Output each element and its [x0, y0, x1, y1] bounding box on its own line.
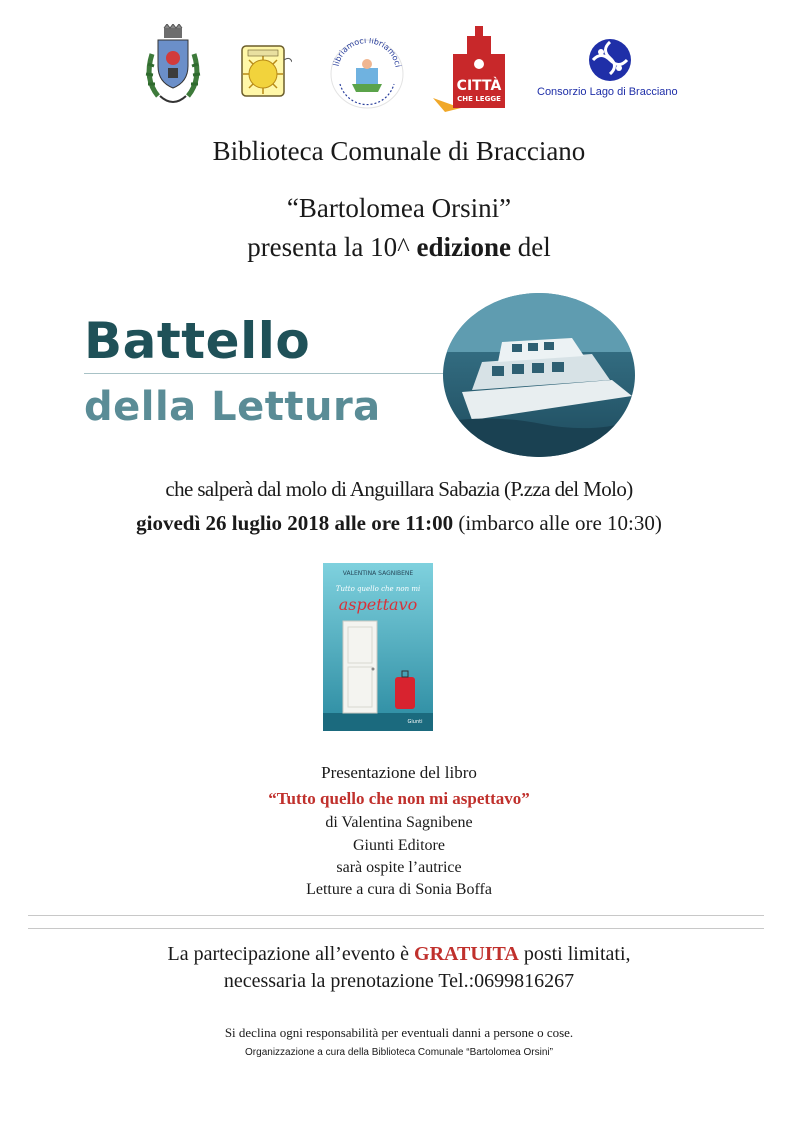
- consorzio-lago-logo: [535, 36, 685, 100]
- departure-line: che salperà dal molo di Anguillara Sabazia (P.zza del Molo): [165, 477, 633, 501]
- book-author: di Valentina Sagnibene: [325, 814, 473, 831]
- event-logo-divider: [84, 373, 456, 374]
- author-guest-note: sarà ospite l’autrice: [336, 859, 462, 876]
- citta-che-legge-logo: [431, 24, 509, 112]
- book-author-text: VALENTINA SAGNIBENE: [342, 570, 414, 577]
- book-publisher: Giunti Editore: [353, 837, 445, 854]
- library-dedication: “Bartolomea Orsini”: [286, 193, 512, 223]
- libriamoci-logo: [328, 38, 406, 110]
- school-emblem-logo: [234, 40, 292, 106]
- date-line: [0, 511, 798, 536]
- date-bold: giovedì 26 luglio 2018 alle ore 11:00: [136, 511, 454, 535]
- event-logo-title: Battello: [84, 312, 311, 370]
- che-legge-logo-word: CHE LEGGE: [457, 95, 501, 103]
- book-title-line2: aspettavo: [338, 595, 418, 614]
- booking-line: necessaria la prenotazione Tel.:0699816267: [223, 970, 575, 992]
- libriamoci-arc-text: libriamoci libriamoci: [331, 38, 403, 69]
- library-name: Biblioteca Comunale di Bracciano: [212, 136, 586, 166]
- citta-logo-word: CITTÀ: [456, 78, 502, 94]
- participation-suffix: posti limitati,: [518, 943, 631, 965]
- bracciano-coat-of-arms-logo: [138, 24, 208, 110]
- divider-top: [28, 915, 764, 916]
- free-badge: GRATUITA: [414, 943, 519, 965]
- presents-bold: edizione: [416, 232, 512, 262]
- date-rest: (imbarco alle ore 10:30): [453, 511, 662, 535]
- book-cover-image: [323, 563, 433, 731]
- presents-line: [0, 232, 798, 263]
- consorzio-logo-text: Consorzio Lago di Bracciano: [537, 86, 678, 98]
- book-publisher-text: Giunti: [407, 719, 423, 725]
- divider-bottom: [28, 928, 764, 929]
- presents-suffix: del: [511, 232, 551, 262]
- participation-prefix: La partecipazione all’evento è: [167, 943, 415, 965]
- disclaimer: Si declina ogni responsabilità per eventuali danni a persone o cose.: [224, 1025, 574, 1040]
- presents-prefix: presenta la 10^: [247, 232, 417, 262]
- book-title: “Tutto quello che non mi aspettavo”: [268, 789, 530, 808]
- presentation-intro: Presentazione del libro: [321, 763, 477, 782]
- book-title-line1: Tutto quello che non mi: [335, 585, 421, 593]
- participation-line: [0, 943, 798, 966]
- organization-credit: Organizzazione a cura della Biblioteca Comunale “Bartolomea Orsini”: [245, 1047, 553, 1058]
- event-logo-subtitle: della Lettura: [84, 384, 381, 430]
- ferry-boat-image: [442, 292, 636, 458]
- readings-credit: Letture a cura di Sonia Boffa: [306, 881, 492, 898]
